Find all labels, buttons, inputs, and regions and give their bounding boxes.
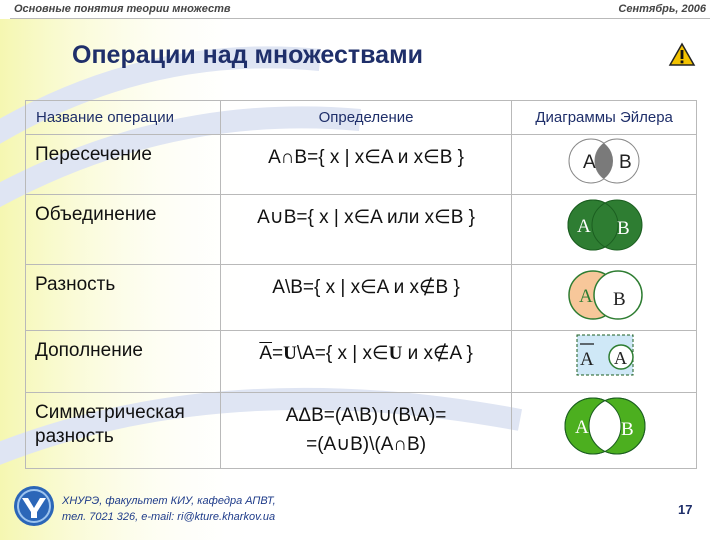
operation-name: Дополнение [35,340,143,361]
header-divider [10,18,710,19]
universal-set: U [283,343,297,364]
venn-label-b: B [621,419,634,440]
definition-eq: = [272,343,284,364]
universal-set-2: U [388,343,403,364]
deck-date: Сентябрь, 2006 [618,3,706,15]
operation-definition: A∩B={ x | x∈A и x∈B } [268,147,465,168]
definition-tail: и x∉A } [402,343,473,364]
euler-diagram-union [512,195,697,265]
venn-label-a: A [579,286,593,307]
table-row-symmetric-difference [26,393,697,469]
slide-title: Операции над множествами [72,41,423,69]
footer-contacts [62,493,276,525]
venn-label-a: A [583,152,596,173]
venn-label-a: A [577,216,591,237]
operation-definition: A∪B={ x | x∈A или x∈B } [257,207,475,228]
definition-rest: \A={ x | x∈ [296,343,389,364]
definition-line: =(A∪B)\(A∩B) [306,434,427,455]
complement-symbol: $\overline{A}$ [259,343,273,364]
euler-diagram-difference [512,265,697,331]
operation-definition [221,331,511,368]
header-euler-diagrams: Диаграммы Эйлера [512,101,697,135]
university-logo [12,484,56,533]
venn-label-complement: A [580,349,594,370]
table-row-difference [26,265,697,331]
operation-name: Симметрическая разность [35,402,185,447]
warning-icon [668,42,696,73]
operation-name: Пересечение [35,144,152,165]
operation-definition: A\B={ x | x∈A и x∉B } [272,277,460,298]
venn-label-a: A [614,348,628,368]
operations-table [25,100,697,469]
venn-label-b: B [613,289,626,310]
operation-name: Разность [35,274,116,295]
table-row-complement [26,331,697,393]
table-header-row [26,101,697,135]
table-row-union [26,195,697,265]
euler-diagram-symmetric-difference [512,393,697,469]
venn-label-b: B [619,152,632,173]
operation-definition [221,393,511,459]
definition-line: AΔB=(A\B)∪(B\A)= [285,405,447,426]
euler-diagram-complement [512,331,697,393]
deck-topic: Основные понятия теории множеств [14,3,231,15]
footer-line-2: тел. 7021 326, e-mail: ri@kture.kharkov.ua [62,511,276,523]
operation-name: Объединение [35,204,157,225]
table-row-intersection [26,135,697,195]
euler-diagram-intersection [512,135,697,195]
header-operation-name: Название операции [26,101,221,135]
venn-label-a: A [575,417,589,438]
page-number: 17 [678,502,693,517]
venn-label-b: B [617,218,630,239]
footer-line-1: ХНУРЭ, факультет КИУ, кафедра АПВТ, [62,495,276,507]
header-definition: Определение [220,101,511,135]
